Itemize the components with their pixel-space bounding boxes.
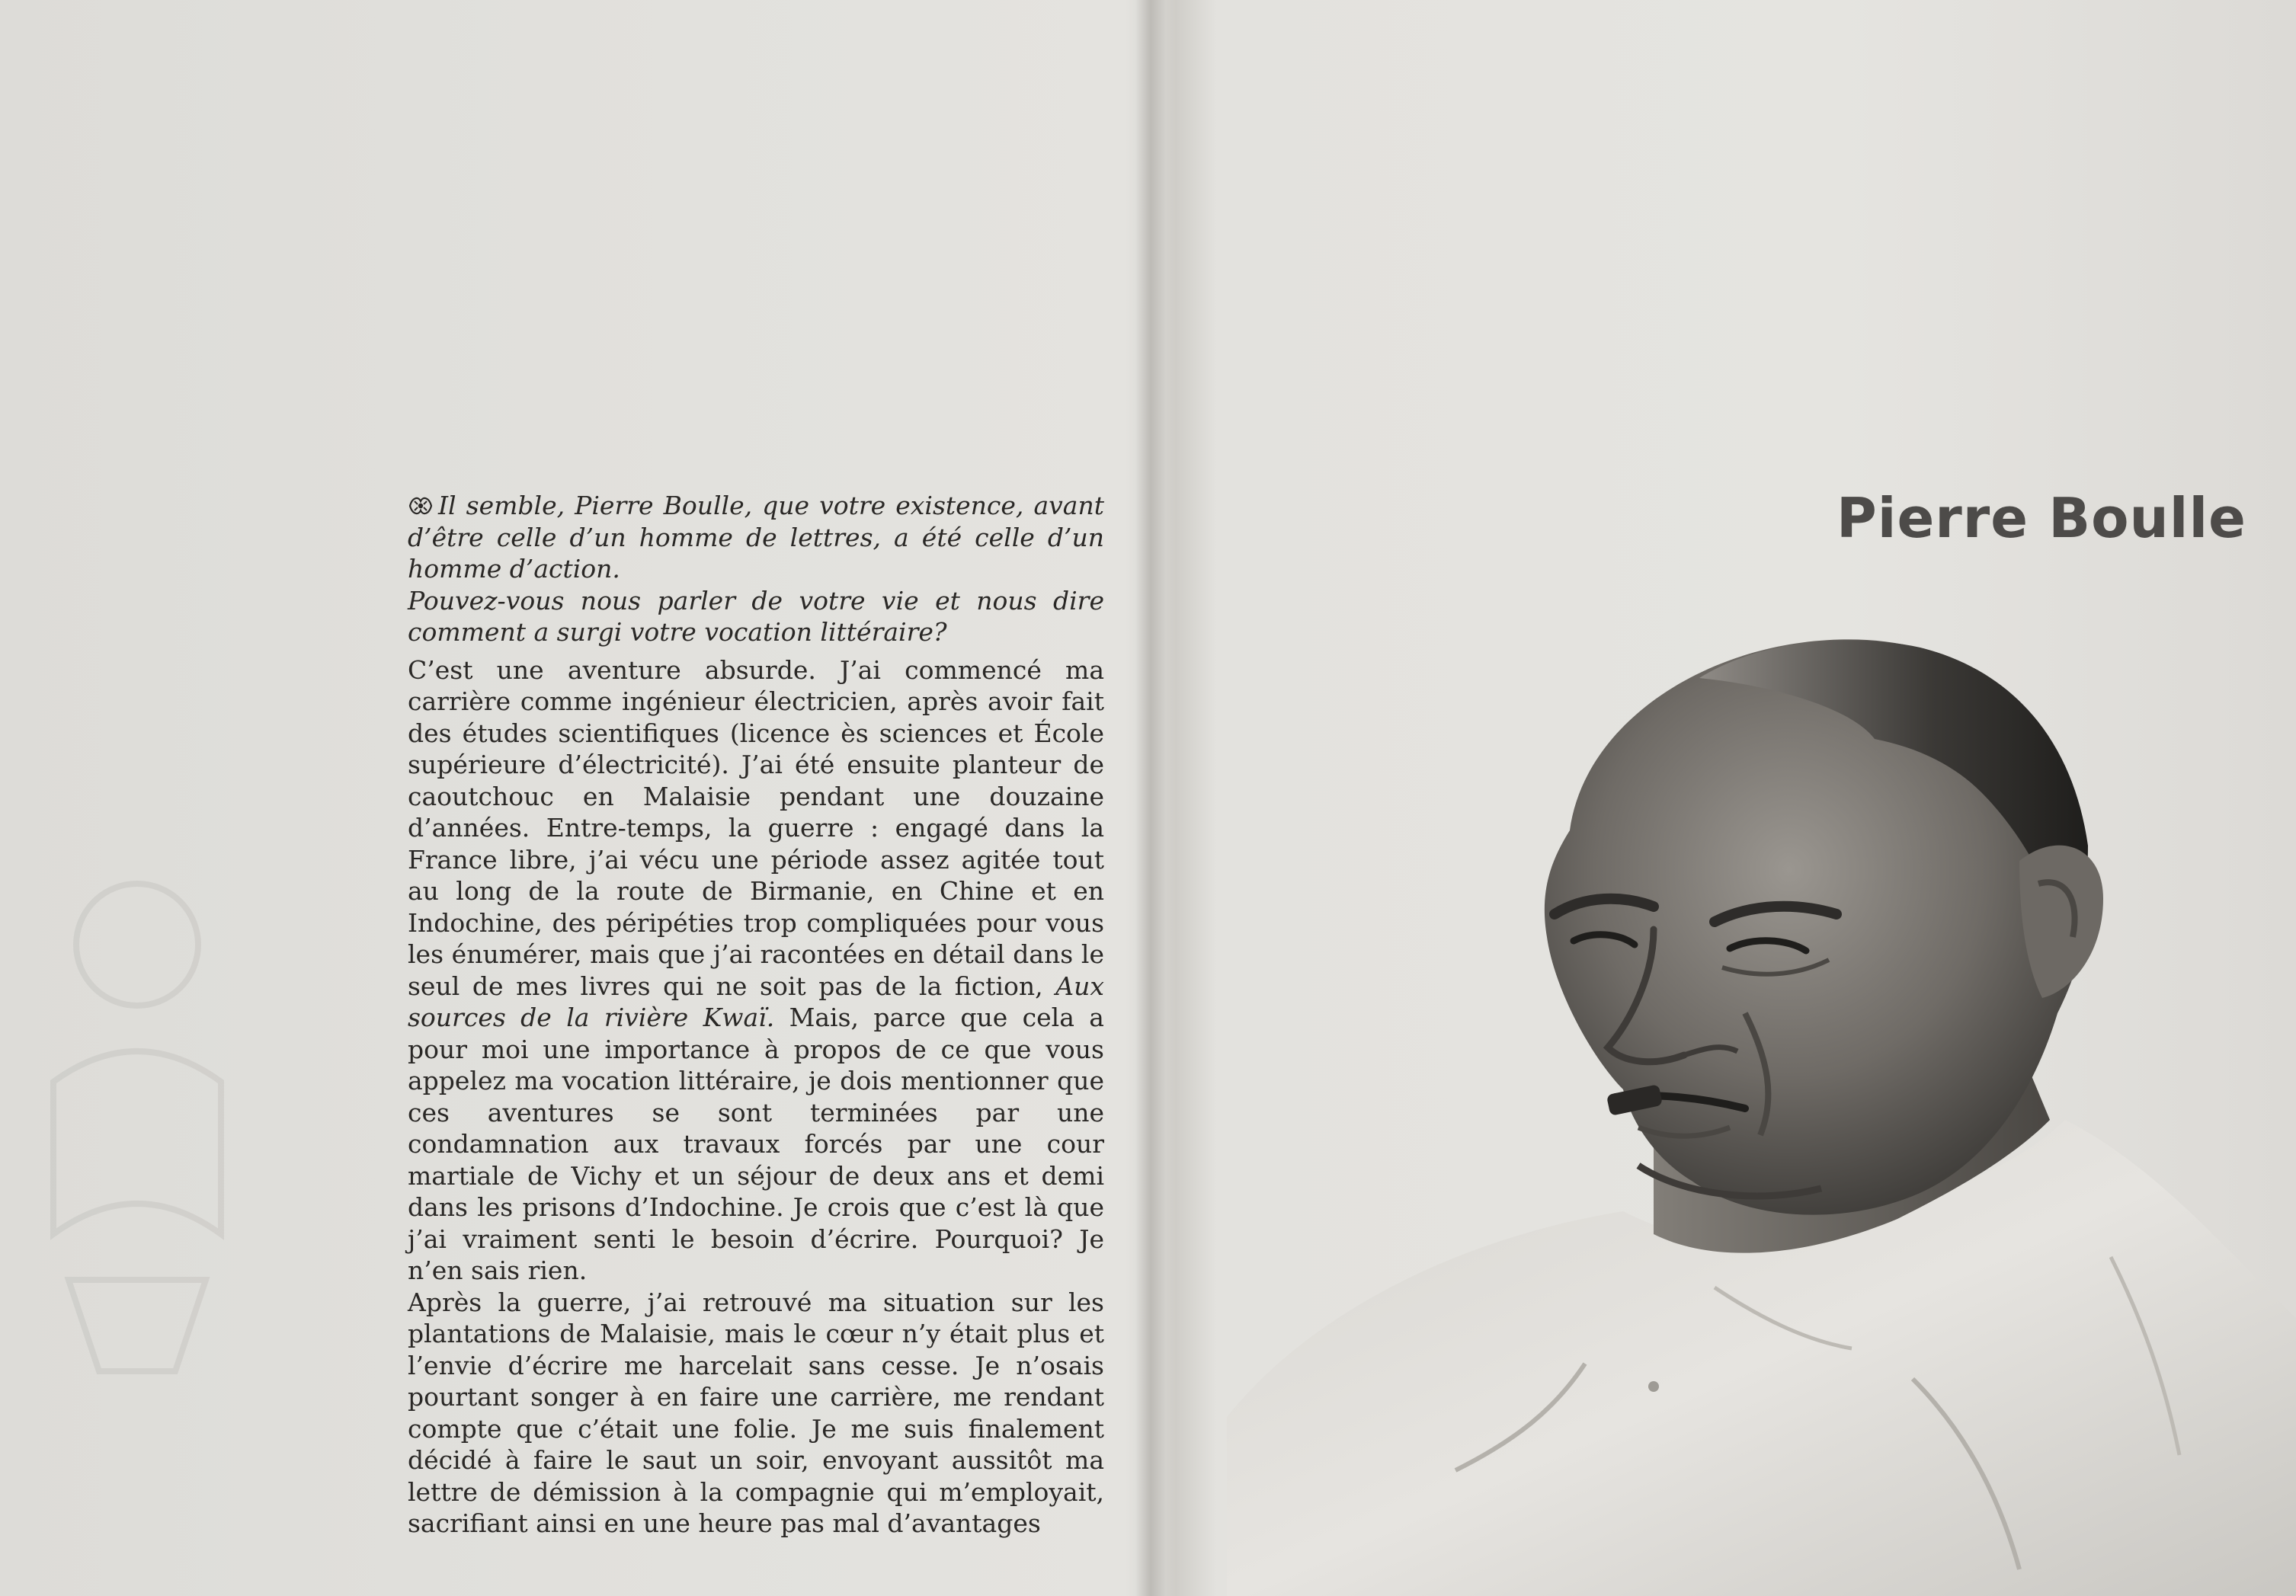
answer-paragraph-2: Après la guerre, j’ai retrouvé ma situation sur les plantations de Malaisie, mais le cœur n’y était plus et l’envie d’écrire me harcelait sans cesse. Je n’osais pourtant songer à en faire une carrière, me rendant compte que c’était une folie. Je me suis finalement décidé à faire le saut un soir, envoyant aussitôt ma lettre de démission à la compagnie qui m’employait, sacrifiant ainsi en une heure pas mal d’avantages xyxy=(408,1287,1104,1538)
page-title: Pierre Boulle xyxy=(1836,486,2246,550)
answer-p1-end: Mais, parce que cela a pour moi une importance à propos de ce que vous appelez ma vocation littéraire, je dois mentionner que ces aventures se sont terminées par une condamnation aux travaux forcés par une cour martiale de Vichy et un séjour de deux ans et demi dans les prisons d’Indochine. Je crois que c’est là que j’ai vraiment senti le besoin d’écrire. Pourquoi? Je n’en sais rien. xyxy=(408,1003,1104,1285)
show-through-ghost xyxy=(23,853,251,1387)
portrait-photo xyxy=(1227,632,2296,1596)
left-page xyxy=(0,0,1143,1596)
answer-paragraph-1 xyxy=(408,654,1104,1287)
interview-answer xyxy=(408,654,1104,1540)
interview-question xyxy=(408,490,1104,648)
question-part-1 xyxy=(408,490,1104,585)
answer-p1-start: C’est une aventure absurde. J’ai commencé ma carrière comme ingénieur électricien, après avoir fait des études scientifiques (licence ès sciences et École supérieure d’électricité). J’ai été ensuite planteur de caoutchouc en Malaisie pendant une douzaine d’années. Entre-temps, la guerre : engagé dans la France libre, j’ai vécu une période assez agitée tout au long de la route de Birmanie, en Chine et en Indochine, des péripéties trop compliquées pour vous les énumérer, mais que j’ai racontées en détail dans le seul de mes livres qui ne soit pas de la fiction, xyxy=(408,654,1104,1001)
book-title-kwai: Aux sources de la rivière Kwaï. xyxy=(408,971,1104,1032)
question-text-1: Il semble, Pierre Boulle, que votre existence, avant d’être celle d’un homme de lettres, a été celle d’un homme d’action. xyxy=(408,491,1104,584)
interview-text xyxy=(408,490,1104,1540)
fleuron-ornament-icon xyxy=(408,494,434,517)
question-text-2: Pouvez-vous nous parler de votre vie et nous dire comment a surgi votre vocation littéraire? xyxy=(408,585,1104,647)
